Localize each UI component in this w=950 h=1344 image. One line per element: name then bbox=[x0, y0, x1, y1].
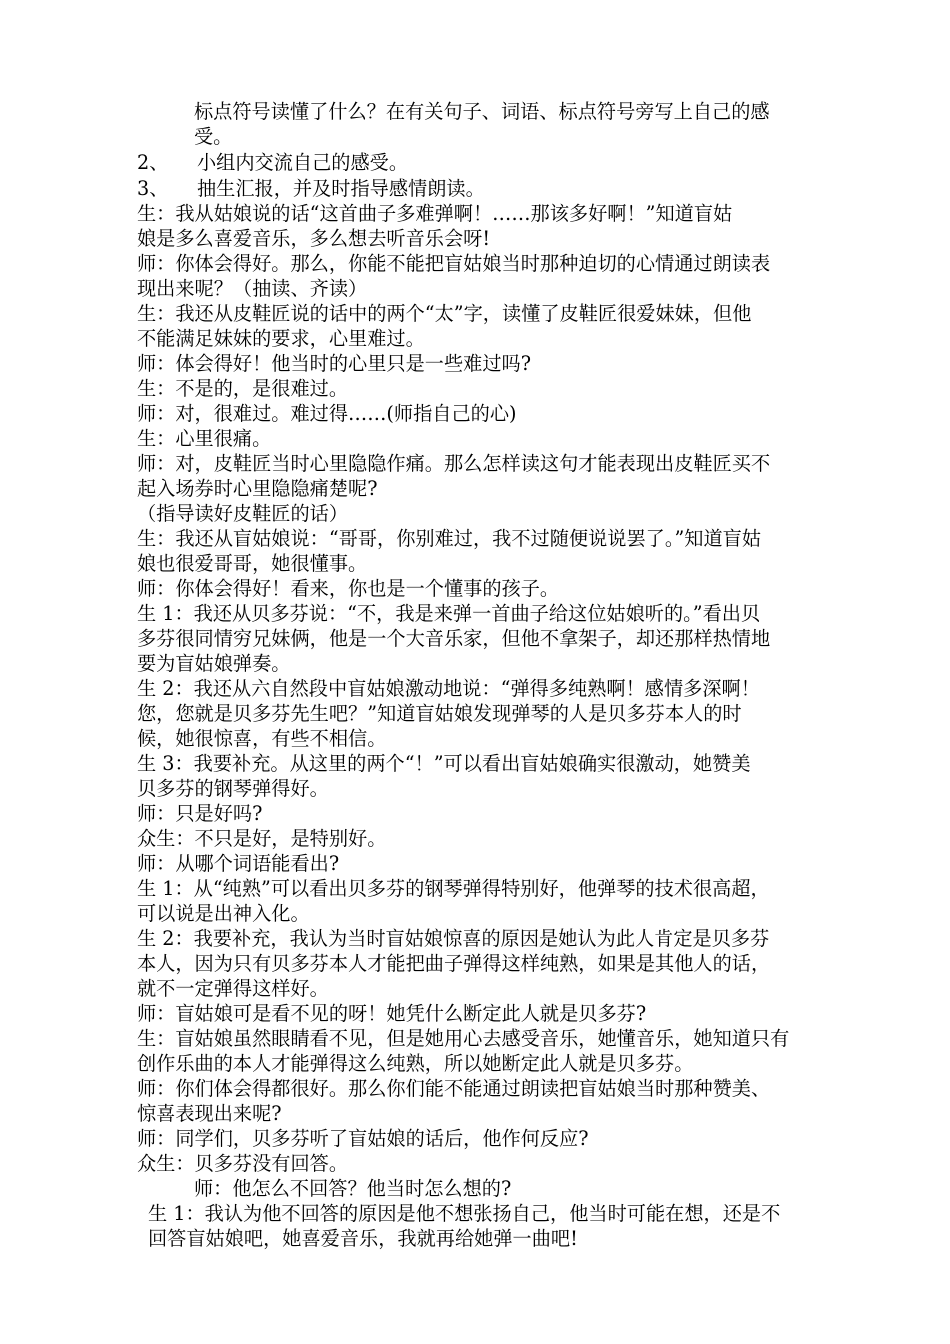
text-line: 生 1：我还从贝多芬说：“不，我是来弹一首曲子给这位姑娘听的。”看出贝 bbox=[137, 602, 761, 625]
text-line: 回答盲姑娘吧，她喜爱音乐，我就再给她弹一曲吧! bbox=[148, 1227, 578, 1250]
text-line: 您，您就是贝多芬先生吧？”知道盲姑娘发现弹琴的人是贝多芬本人的时 bbox=[137, 702, 742, 725]
text-line: 师：从哪个词语能看出? bbox=[137, 852, 340, 875]
text-line: 生：心里很痛。 bbox=[137, 427, 272, 450]
text-line: 师：盲姑娘可是看不见的呀！她凭什么断定此人就是贝多芬? bbox=[137, 1002, 647, 1025]
text-line: 娘也很爱哥哥，她很懂事。 bbox=[137, 552, 368, 575]
text-line: 众生：不只是好，是特别好。 bbox=[137, 827, 387, 850]
text-line: 生：我还从盲姑娘说：“哥哥，你别难过，我不过随便说说罢了。”知道盲姑 bbox=[137, 527, 762, 550]
text-line: 候，她很惊喜，有些不相信。 bbox=[137, 727, 387, 750]
text-line: 生：不是的，是很难过。 bbox=[137, 377, 349, 400]
text-line: 抽生汇报，并及时指导感情朗读。 bbox=[197, 177, 485, 200]
text-line: 师：体会得好！他当时的心里只是一些难过吗? bbox=[137, 352, 532, 375]
text-line: 娘是多么喜爱音乐，多么想去听音乐会呀! bbox=[137, 227, 491, 250]
list-number: 3、 bbox=[137, 177, 169, 200]
text-line: 要为盲姑娘弹奏。 bbox=[137, 652, 291, 675]
text-line: 惊喜表现出来呢? bbox=[137, 1102, 282, 1125]
text-line: 本人，因为只有贝多芬本人才能把曲子弹得这样纯熟，如果是其他人的话， bbox=[137, 952, 771, 975]
text-line: 生：我还从皮鞋匠说的话中的两个“太”字，读懂了皮鞋匠很爱妹妹，但他 bbox=[137, 302, 752, 325]
text-line: 现出来呢？（抽读、齐读） bbox=[137, 277, 368, 300]
text-line: 生 2：我要补充，我认为当时盲姑娘惊喜的原因是她认为此人肯定是贝多芬 bbox=[137, 927, 770, 950]
text-line: 师：对，皮鞋匠当时心里隐隐作痛。那么怎样读这句才能表现出皮鞋匠买不 bbox=[137, 452, 771, 475]
text-line: 创作乐曲的本人才能弹得这么纯熟，所以她断定此人就是贝多芬。 bbox=[137, 1052, 694, 1075]
text-line: 师：他怎么不回答？他当时怎么想的? bbox=[194, 1177, 512, 1200]
text-line: 生：盲姑娘虽然眼睛看不见，但是她用心去感受音乐，她懂音乐，她知道只有 bbox=[137, 1027, 790, 1050]
text-line: 生：我从姑娘说的话“这首曲子多难弹啊！……那该多好啊！”知道盲姑 bbox=[137, 202, 733, 225]
list-number: 2、 bbox=[137, 151, 169, 174]
text-line: 多芬很同情穷兄妹俩，他是一个大音乐家，但他不拿架子，却还那样热情地 bbox=[137, 627, 771, 650]
text-line: 生 2：我还从六自然段中盲姑娘激动地说：“弹得多纯熟啊！感情多深啊！ bbox=[137, 677, 760, 700]
numbered-line bbox=[137, 150, 408, 175]
text-line: 师：对，很难过。难过得……(师指自己的心) bbox=[137, 402, 517, 425]
text-line: 小组内交流自己的感受。 bbox=[197, 151, 409, 174]
text-line: 师：你体会得好。那么，你能不能把盲姑娘当时那种迫切的心情通过朗读表 bbox=[137, 252, 771, 275]
text-line: （指导读好皮鞋匠的话） bbox=[137, 502, 349, 525]
text-line: 标点符号读懂了什么？在有关句子、词语、标点符号旁写上自己的感 bbox=[194, 100, 770, 123]
text-line: 师：同学们，贝多芬听了盲姑娘的话后，他作何反应? bbox=[137, 1127, 589, 1150]
text-line: 起入场券时心里隐隐痛楚呢? bbox=[137, 477, 378, 500]
text-line: 生 1：从“纯熟”可以看出贝多芬的钢琴弹得特别好，他弹琴的技术很高超， bbox=[137, 877, 770, 900]
text-line: 生 1：我认为他不回答的原因是他不想张扬自己，他当时可能在想，还是不 bbox=[148, 1202, 781, 1225]
text-line: 不能满足妹妹的要求，心里难过。 bbox=[137, 327, 425, 350]
text-line: 师：只是好吗? bbox=[137, 802, 263, 825]
numbered-line bbox=[137, 176, 485, 201]
text-line: 受。 bbox=[194, 125, 233, 148]
text-line: 众生：贝多芬没有回答。 bbox=[137, 1152, 349, 1175]
text-line: 就不一定弹得这样好。 bbox=[137, 977, 329, 1000]
text-line: 生 3：我要补充。从这里的两个“！”可以看出盲姑娘确实很激动，她赞美 bbox=[137, 752, 751, 775]
text-line: 师：你们体会得都很好。那么你们能不能通过朗读把盲姑娘当时那种赞美、 bbox=[137, 1077, 771, 1100]
text-line: 师：你体会得好！看来，你也是一个懂事的孩子。 bbox=[137, 577, 560, 600]
text-line: 可以说是出神入化。 bbox=[137, 902, 310, 925]
text-line: 贝多芬的钢琴弹得好。 bbox=[137, 777, 329, 800]
